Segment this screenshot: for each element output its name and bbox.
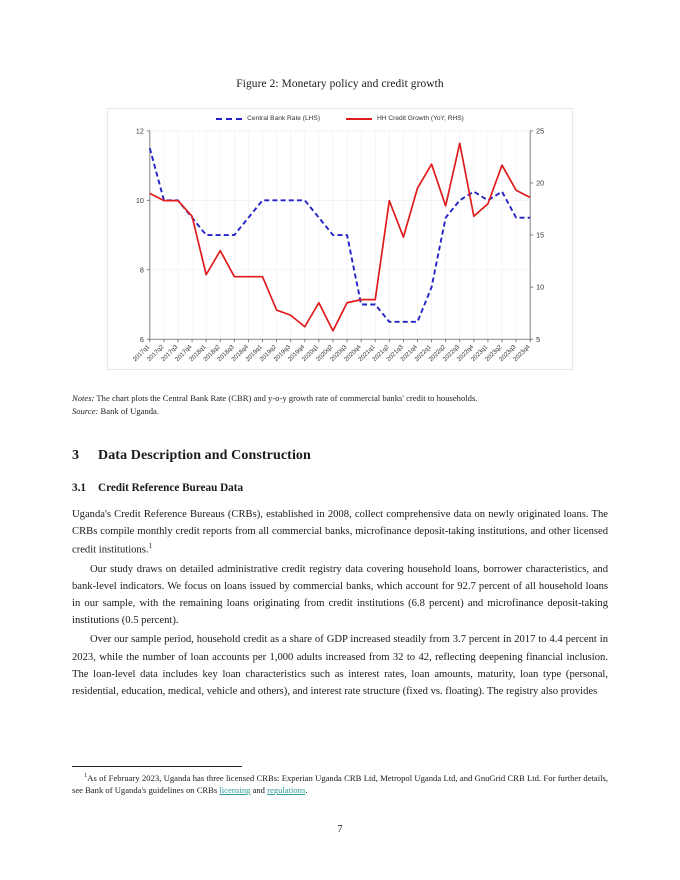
chart-tick-label-x: 2019q3 xyxy=(272,343,293,364)
chart-tick-label-left: 8 xyxy=(139,266,144,275)
chart-series-cbr xyxy=(150,148,530,322)
chart-series-credit-growth xyxy=(150,143,530,331)
figure-chart xyxy=(107,108,573,370)
footnote-area xyxy=(72,766,608,797)
chart-tick-label-x: 2019q4 xyxy=(286,343,307,364)
footnote-number: 1 xyxy=(84,772,88,779)
legend-label-credit-growth: HH Credit Growth (YoY, RHS) xyxy=(377,115,464,122)
chart-tick-label-x: 2017q4 xyxy=(173,343,194,364)
figure-notes-line xyxy=(72,392,608,405)
chart-tick-label-x: 2019q2 xyxy=(258,343,279,364)
paragraph-1-text: Uganda's Credit Reference Bureaus (CRBs), established in 2008, collect comprehensive data on newly originated loans. The CRBs compile monthly credit reports from all commercial banks, microfinance deposit-taking institutions, and other licensed credit institutions. xyxy=(72,508,608,556)
figure-caption: Figure 2: Monetary policy and credit growth xyxy=(236,78,444,90)
figure-source-line xyxy=(72,405,608,418)
section-heading xyxy=(72,448,608,464)
chart-tick-label-right: 20 xyxy=(536,179,545,188)
chart-tick-label-right: 10 xyxy=(536,283,545,292)
section-number: 3 xyxy=(72,447,80,463)
chart-tick-label-right: 5 xyxy=(536,335,541,344)
chart-tick-label-x: 2023q4 xyxy=(512,343,532,364)
chart-tick-label-x: 2017q2 xyxy=(145,343,166,364)
chart-tick-label-x: 2021q1 xyxy=(357,343,377,364)
legend-label-cbr: Central Bank Rate (LHS) xyxy=(247,115,321,122)
footnote-link-licensing[interactable]: licensing xyxy=(219,785,251,796)
chart-tick-label-x: 2023q1 xyxy=(469,343,490,364)
chart-tick-label-right: 25 xyxy=(536,127,545,136)
chart-tick-label-left: 6 xyxy=(139,335,144,344)
page-content xyxy=(72,0,608,700)
chart-tick-label-x: 2023q2 xyxy=(483,343,504,364)
chart-tick-label-x: 2018q4 xyxy=(230,343,250,364)
footnote-rule xyxy=(72,766,242,767)
chart-tick-label-x: 2017q3 xyxy=(159,343,180,364)
chart-tick-label-x: 2019q1 xyxy=(244,343,264,364)
subsection-heading xyxy=(72,482,608,494)
source-text: Bank of Uganda. xyxy=(98,405,160,416)
chart-tick-label-x: 2022q2 xyxy=(427,343,448,364)
subsection-number: 3.1 xyxy=(72,481,86,494)
footnote-marker: 1 xyxy=(148,541,153,551)
chart-tick-label-left: 12 xyxy=(135,127,144,136)
chart-tick-label-x: 2022q3 xyxy=(441,343,462,364)
chart-tick-label-x: 2020q4 xyxy=(343,343,363,364)
page-number: 7 xyxy=(337,824,343,835)
chart-tick-label-x: 2020q2 xyxy=(314,343,335,364)
section-title: Data Description and Construction xyxy=(98,447,311,463)
chart-tick-label-left: 10 xyxy=(135,196,144,205)
chart-tick-label-x: 2022q1 xyxy=(413,343,433,364)
chart-tick-label-x: 2018q3 xyxy=(216,343,236,364)
source-label: Source: xyxy=(72,405,99,416)
paragraph-2: Our study draws on detailed administrative credit registry data covering household loans, borrower characteristics, and bank-level indicators. We focus on loans issued by commercial banks, which account for 92.7 percent of all household loans in our sample, with the remaining loans originating from credit institutions (6.8 percent) and microfinance deposit-taking institutions (0.5 percent). xyxy=(72,563,608,627)
chart-tick-label-x: 2020q1 xyxy=(300,343,321,364)
chart-tick-label-x: 2017q1 xyxy=(131,343,152,364)
footnote-body-after: . xyxy=(305,785,308,796)
chart-plot-area xyxy=(108,109,572,369)
chart-tick-label-x: 2023q3 xyxy=(497,343,518,364)
footnote-link-regulations[interactable]: regulations xyxy=(267,785,306,796)
chart-tick-label-x: 2021q2 xyxy=(371,343,391,364)
paragraph-3: Over our sample period, household credit as a share of GDP increased steadily from 3.7 percent in 2017 to 4.4 percent in 2023, while the number of loan accounts per 1,000 adults increased from 32 to 42, reflecting deepening financial inclusion. The loan-level data includes key loan characteristics such as interest rates, loan amounts, maturity, loan type (personal, residential, education, medical, vehicle and others), and interest rate structure (fixed vs. floating). The registry also provides xyxy=(72,634,608,697)
chart-tick-label-x: 2021q4 xyxy=(399,343,419,364)
paragraph-1 xyxy=(72,506,608,559)
chart-svg xyxy=(108,109,572,369)
notes-text: The chart plots the Central Bank Rate (CBR) and y-o-y growth rate of commercial banks' credit to households. xyxy=(94,393,478,403)
chart-tick-label-x: 2021q3 xyxy=(385,343,405,364)
footnote-body-before: As of February 2023, Uganda has three licensed CRBs: Experian Uganda CRB Ltd, Metropol Uganda Ltd, and GnuGrid CRB Ltd. For further details, see Bank of Uganda's guidelines on CRBs xyxy=(72,772,608,796)
chart-tick-label-x: 2020q3 xyxy=(328,343,349,364)
chart-tick-label-x: 2022q4 xyxy=(455,343,476,364)
footnote-text xyxy=(72,771,608,797)
notes-label: Notes: xyxy=(72,393,95,403)
subsection-title: Credit Reference Bureau Data xyxy=(98,481,244,494)
figure-notes xyxy=(72,392,608,418)
footnote-body-between: and xyxy=(250,785,268,796)
chart-tick-label-right: 15 xyxy=(536,231,545,240)
chart-tick-label-x: 2018q1 xyxy=(188,343,208,364)
chart-tick-label-x: 2018q2 xyxy=(202,343,222,364)
